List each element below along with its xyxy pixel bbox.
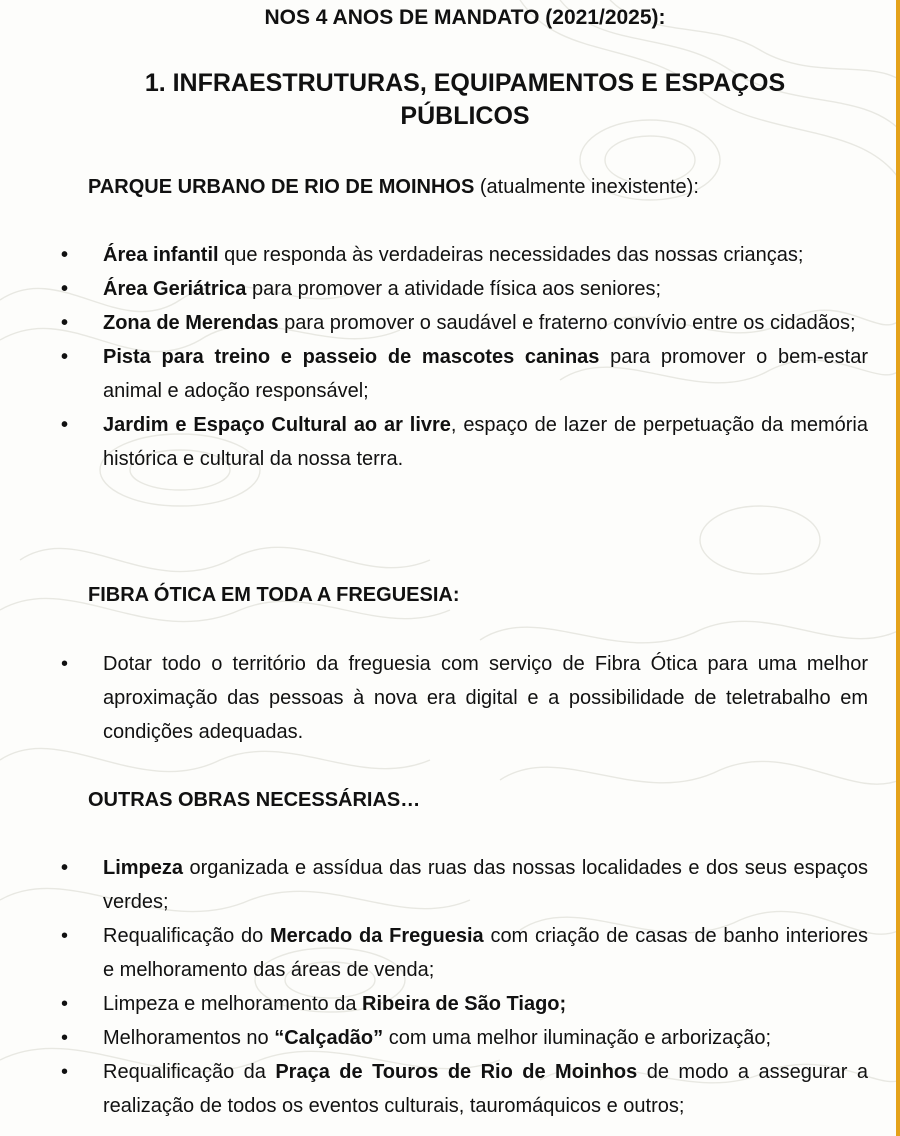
bullet: •: [61, 857, 69, 879]
page-heading: NOS 4 ANOS DE MANDATO (2021/2025):: [264, 6, 666, 29]
list-item: • Limpeza organizada e assídua das ruas das nossas localidades e dos seus espaços verdes;: [0, 851, 868, 919]
list-item: • Pista para treino e passeio de mascotes caninas para promover o bem-estar animal e adoção responsável;: [0, 340, 868, 408]
bullet: •: [61, 993, 69, 1015]
bullet: •: [61, 312, 69, 334]
bullet: •: [61, 653, 69, 675]
section-title-parque: [88, 173, 699, 201]
section-title-fibra: FIBRA ÓTICA EM TODA A FREGUESIA:: [88, 584, 460, 606]
parque-list: [0, 238, 900, 476]
accent-edge-bar: [896, 0, 900, 1136]
list-item: • Área Geriátrica para promover a atividade física aos seniores;: [0, 272, 868, 306]
section-title-bold: PARQUE URBANO DE RIO DE MOINHOS: [88, 176, 475, 198]
section-title-rest: (atualmente inexistente):: [474, 176, 699, 198]
chapter-title-line-1: 1. INFRAESTRUTURAS, EQUIPAMENTOS E ESPAÇOS: [144, 69, 786, 97]
list-item: • Dotar todo o território da freguesia com serviço de Fibra Ótica para uma melhor aproximação das pessoas à nova era digital e a possibilidade de teletrabalho em condições adequadas.: [0, 647, 868, 749]
bullet: •: [61, 244, 69, 266]
outras-list: [0, 851, 900, 1123]
section-title-outras: OUTRAS OBRAS NECESSÁRIAS…: [88, 789, 421, 811]
bullet: •: [61, 1061, 69, 1083]
list-item: • Requalificação da Praça de Touros de Rio de Moinhos de modo a assegurar a realização de todos os eventos culturais, tauromáquicos e outros;: [0, 1055, 868, 1123]
list-item: • Zona de Merendas para promover o saudável e fraterno convívio entre os cidadãos;: [0, 306, 868, 340]
chapter-title-line-2: PÚBLICOS: [400, 102, 530, 130]
list-item: • Requalificação do Mercado da Freguesia com criação de casas de banho interiores e melhoramento das áreas de venda;: [0, 919, 868, 987]
bullet: •: [61, 925, 69, 947]
fibra-list: [0, 647, 900, 749]
bullet: •: [61, 278, 69, 300]
list-item: • Área infantil que responda às verdadeiras necessidades das nossas crianças;: [0, 238, 868, 272]
list-item: • Melhoramentos no “Calçadão” com uma melhor iluminação e arborização;: [0, 1021, 868, 1055]
bullet: •: [61, 1027, 69, 1049]
list-item: • Limpeza e melhoramento da Ribeira de São Tiago;: [0, 987, 868, 1021]
bullet: •: [61, 414, 69, 436]
bullet: •: [61, 346, 69, 368]
list-item: • Jardim e Espaço Cultural ao ar livre, espaço de lazer de perpetuação da memória histórica e cultural da nossa terra.: [0, 408, 868, 476]
chapter-title: [0, 67, 900, 133]
